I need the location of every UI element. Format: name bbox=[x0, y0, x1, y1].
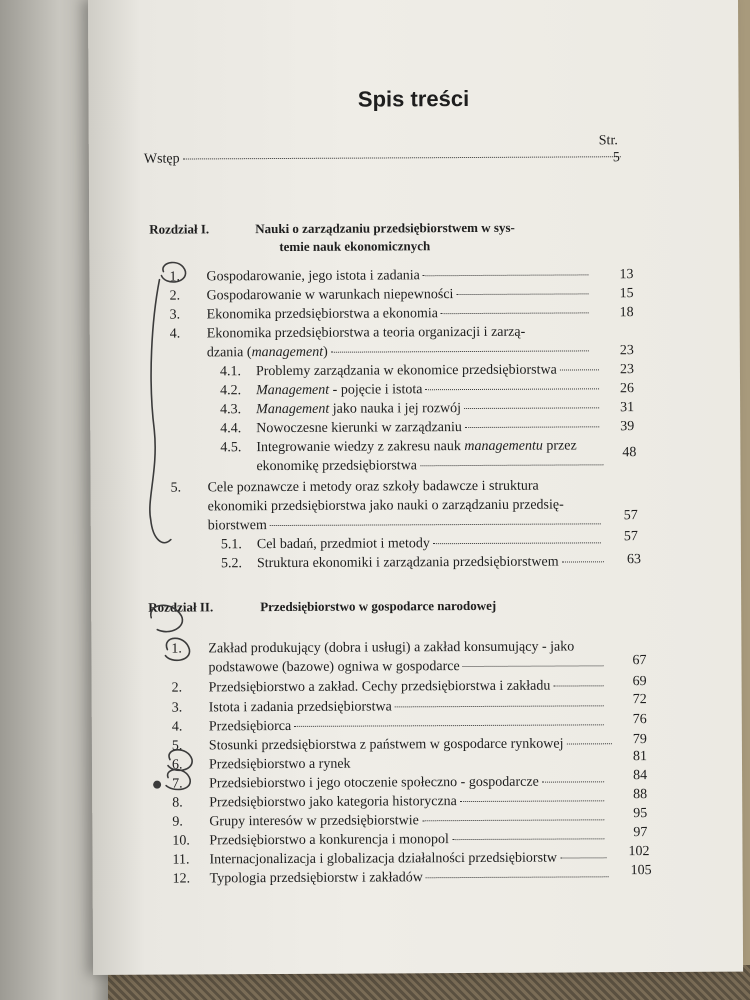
toc-label-part: Integrowanie wiedzy z zakresu nauk bbox=[256, 439, 465, 456]
toc-page-number: 95 bbox=[633, 806, 648, 822]
toc-label: ekonomiki przedsiębiorstwa jako nauki o zarządzaniu przedsię- bbox=[207, 497, 564, 515]
toc-label-part: ) bbox=[323, 344, 328, 360]
toc-label-italic: managementu bbox=[464, 438, 543, 455]
leader-dots bbox=[542, 781, 604, 782]
leader-dots bbox=[426, 876, 609, 878]
toc-label-part: jako nauka i jej rozwój bbox=[329, 401, 462, 417]
leader-dots bbox=[456, 293, 588, 295]
chapter-title-line: temie nauk ekonomicznych bbox=[279, 238, 431, 255]
toc-number: 4. bbox=[171, 719, 183, 735]
toc-page-number: 88 bbox=[633, 787, 648, 803]
leader-dots bbox=[460, 800, 604, 802]
toc-number: 5.1. bbox=[220, 537, 242, 553]
pen-bracket-mark bbox=[149, 280, 171, 543]
toc-entry bbox=[169, 267, 633, 285]
leader-dots bbox=[331, 350, 589, 352]
toc-entry bbox=[208, 653, 647, 676]
toc-number: 3. bbox=[171, 700, 183, 716]
toc-entry-line bbox=[208, 498, 564, 516]
toc-label: Gospodarowanie w warunkach niepewności bbox=[206, 287, 454, 304]
toc-page-number: 23 bbox=[619, 362, 634, 378]
toc-entry bbox=[220, 381, 634, 399]
toc-entry bbox=[172, 806, 648, 830]
leader-dots bbox=[441, 312, 589, 314]
leader-dots bbox=[354, 763, 604, 764]
toc-entry-line bbox=[171, 479, 539, 497]
toc-number: 2. bbox=[169, 288, 181, 304]
toc-label: podstawowe (bazowe) ogniwa w gospodarce bbox=[208, 659, 460, 676]
toc-page-number: 105 bbox=[630, 863, 652, 879]
leader-dots bbox=[423, 274, 589, 276]
toc-entry bbox=[220, 400, 634, 418]
toc-page-number: 97 bbox=[633, 825, 648, 841]
toc-label: Problemy zarządzania w ekonomice przedsiębiorstwa bbox=[255, 362, 557, 380]
toc-number: 1. bbox=[171, 641, 182, 657]
leader-dots bbox=[465, 426, 599, 428]
toc-number: 4.5. bbox=[220, 440, 242, 456]
toc-number: 4.4. bbox=[220, 421, 242, 437]
toc-entry bbox=[171, 732, 647, 754]
toc-number: 6. bbox=[171, 757, 183, 773]
toc-number: 10. bbox=[172, 833, 190, 849]
leader-dots bbox=[425, 388, 599, 390]
toc-label: ekonomikę przedsiębiorstwa bbox=[256, 458, 418, 475]
toc-page-number: 26 bbox=[620, 381, 635, 397]
toc-page-number: 23 bbox=[619, 343, 634, 359]
chapter-label: Rozdział II. bbox=[148, 599, 214, 615]
page-column-label: Str. bbox=[598, 133, 618, 149]
toc-label: Ekonomika przedsiębiorstwa a ekonomia bbox=[206, 306, 439, 323]
chapter-label: Rozdział I. bbox=[149, 221, 210, 237]
leader-dots bbox=[560, 369, 599, 370]
toc-entry bbox=[221, 554, 641, 572]
toc-label: Internacjonalizacja i globalizacja działalności przedsiębiorstw bbox=[209, 850, 558, 868]
toc-label bbox=[207, 345, 328, 362]
toc-entry bbox=[172, 863, 652, 888]
toc-entry-line bbox=[220, 438, 576, 456]
toc-page-number: 15 bbox=[619, 286, 634, 302]
chapter-title-line: Nauki o zarządzaniu przedsiębiorstwem w sys- bbox=[255, 219, 515, 237]
page-title: Spis treści bbox=[357, 86, 470, 112]
leader-dots bbox=[464, 407, 599, 409]
toc-page-number: 57 bbox=[623, 508, 638, 524]
toc-page-number: 67 bbox=[632, 653, 647, 669]
toc-number: 3. bbox=[169, 307, 181, 323]
leader-dots bbox=[420, 464, 603, 466]
toc-label: Nowoczesne kierunki w zarządzaniu bbox=[256, 420, 462, 437]
toc-number: 5. bbox=[170, 480, 182, 496]
toc-number: 8. bbox=[172, 795, 183, 811]
toc-entry bbox=[171, 749, 648, 773]
toc-entry-line bbox=[170, 325, 526, 343]
toc-number: 4. bbox=[169, 326, 181, 342]
toc-entry-wstep bbox=[144, 149, 624, 168]
toc-label: Gospodarowanie, jego istota i zadania bbox=[206, 268, 420, 285]
toc-label bbox=[256, 382, 422, 399]
toc-label-part: dzania ( bbox=[206, 345, 252, 361]
toc-entry bbox=[172, 768, 648, 792]
toc-number: 4.1. bbox=[219, 364, 241, 380]
leader-dots bbox=[422, 819, 604, 821]
toc-label-part: - pojęcie i istota bbox=[329, 382, 423, 398]
toc-page-number: 13 bbox=[619, 267, 634, 283]
toc-page-number: 57 bbox=[623, 529, 638, 545]
toc-entry bbox=[172, 787, 648, 811]
toc-number: 11. bbox=[172, 852, 190, 868]
toc-label: Przedsiębiorstwo a zakład. Cechy przedsiębiorstwa i zakładu bbox=[208, 678, 551, 696]
leader-dots bbox=[560, 857, 606, 858]
toc-label: Typologia przedsiębiorstw i zakładów bbox=[209, 870, 423, 887]
toc-label: Przedsiebiorstwo i jego otoczenie społeczno - gospodarcze bbox=[209, 774, 539, 792]
toc-number: 4.2. bbox=[220, 383, 242, 399]
toc-label-italic: management bbox=[251, 344, 324, 361]
leader-dots bbox=[452, 838, 604, 840]
toc-number: 5.2. bbox=[220, 556, 242, 572]
toc-page-number: 102 bbox=[628, 844, 650, 860]
toc-label: Cel badań, przedmiot i metody bbox=[256, 536, 430, 553]
toc-number: 4.3. bbox=[220, 402, 242, 418]
toc-entry bbox=[172, 825, 648, 849]
toc-label: Istota i zadania przedsiębiorstwa bbox=[208, 699, 392, 716]
toc-label: biorstwem bbox=[207, 518, 267, 534]
leader-dots bbox=[463, 665, 604, 667]
toc-label: Struktura ekonomiki i zarządzania przedsiębiorstwem bbox=[256, 554, 559, 572]
toc-label: Cele poznawcze i metody oraz szkoły badawcze i struktura bbox=[207, 478, 539, 496]
toc-page-number: 63 bbox=[626, 552, 641, 568]
leader-dots bbox=[553, 685, 603, 686]
toc-number: 9. bbox=[172, 814, 183, 830]
toc-entry bbox=[170, 305, 634, 323]
toc-label: Przedsiębiorstwo a konkurencja i monopol bbox=[209, 832, 449, 849]
toc-label-part: przez bbox=[542, 438, 577, 454]
toc-number: 5. bbox=[171, 738, 183, 754]
toc-page-number: 84 bbox=[633, 768, 648, 784]
toc-label: Przedsiębiorca bbox=[208, 718, 292, 735]
book-page bbox=[88, 0, 743, 975]
toc-entry bbox=[220, 419, 634, 437]
toc-label: Stosunki przedsiębiorstwa z państwem w gospodarce rynkowej bbox=[208, 736, 564, 754]
leader-dots bbox=[433, 542, 601, 544]
toc-entry bbox=[207, 343, 634, 361]
toc-label-italic: Management bbox=[256, 382, 330, 399]
toc-entry bbox=[220, 362, 634, 380]
toc-page-number: 31 bbox=[620, 400, 635, 416]
toc-label bbox=[256, 401, 461, 418]
pen-dot-mark bbox=[153, 781, 161, 789]
toc-label: Wstęp bbox=[143, 151, 180, 167]
leader-dots bbox=[183, 156, 621, 159]
toc-page-number: 72 bbox=[632, 692, 647, 708]
toc-entry bbox=[171, 674, 647, 696]
leader-dots bbox=[562, 561, 604, 562]
leader-dots bbox=[395, 705, 604, 707]
toc-entry-line bbox=[171, 639, 574, 657]
toc-entry bbox=[220, 529, 638, 553]
toc-label: Ekonomika przedsiębiorstwa a teoria organizacji i zarzą- bbox=[206, 324, 526, 342]
toc-page-number: 76 bbox=[632, 712, 647, 728]
toc-label: Zakład produkujący (dobra i usługi) a zakład konsumujący - jako bbox=[208, 639, 575, 657]
toc-entry bbox=[171, 692, 647, 716]
toc-page-number: 39 bbox=[620, 419, 635, 435]
toc-number: 2. bbox=[171, 680, 183, 696]
toc-page-number: 79 bbox=[632, 732, 647, 748]
leader-dots bbox=[566, 743, 611, 744]
toc-number: 12. bbox=[172, 871, 191, 887]
toc-entry bbox=[172, 844, 650, 868]
toc-entry bbox=[171, 712, 647, 735]
toc-number: 7. bbox=[172, 776, 183, 792]
toc-entry bbox=[207, 508, 638, 534]
toc-page-number: 18 bbox=[619, 305, 634, 321]
toc-page-number: 81 bbox=[632, 749, 648, 765]
leader-dots bbox=[270, 523, 601, 526]
toc-page-number: 48 bbox=[622, 445, 637, 461]
toc-entry bbox=[170, 286, 634, 304]
toc-label: Przedsiębiorstwo a rynek bbox=[208, 756, 351, 773]
toc-page-number: 69 bbox=[632, 674, 647, 690]
toc-label-italic: Management bbox=[256, 401, 330, 418]
toc-page-number: 5 bbox=[612, 150, 620, 166]
chapter-title-line: Przedsiębiorstwo w gospodarce narodowej bbox=[260, 597, 497, 615]
leader-dots bbox=[294, 724, 604, 727]
toc-label: Grupy interesów w przedsiębiorstwie bbox=[209, 813, 419, 830]
toc-label: Przedsiębiorstwo jako kategoria historyczna bbox=[209, 794, 457, 811]
toc-number: 1. bbox=[169, 269, 180, 285]
